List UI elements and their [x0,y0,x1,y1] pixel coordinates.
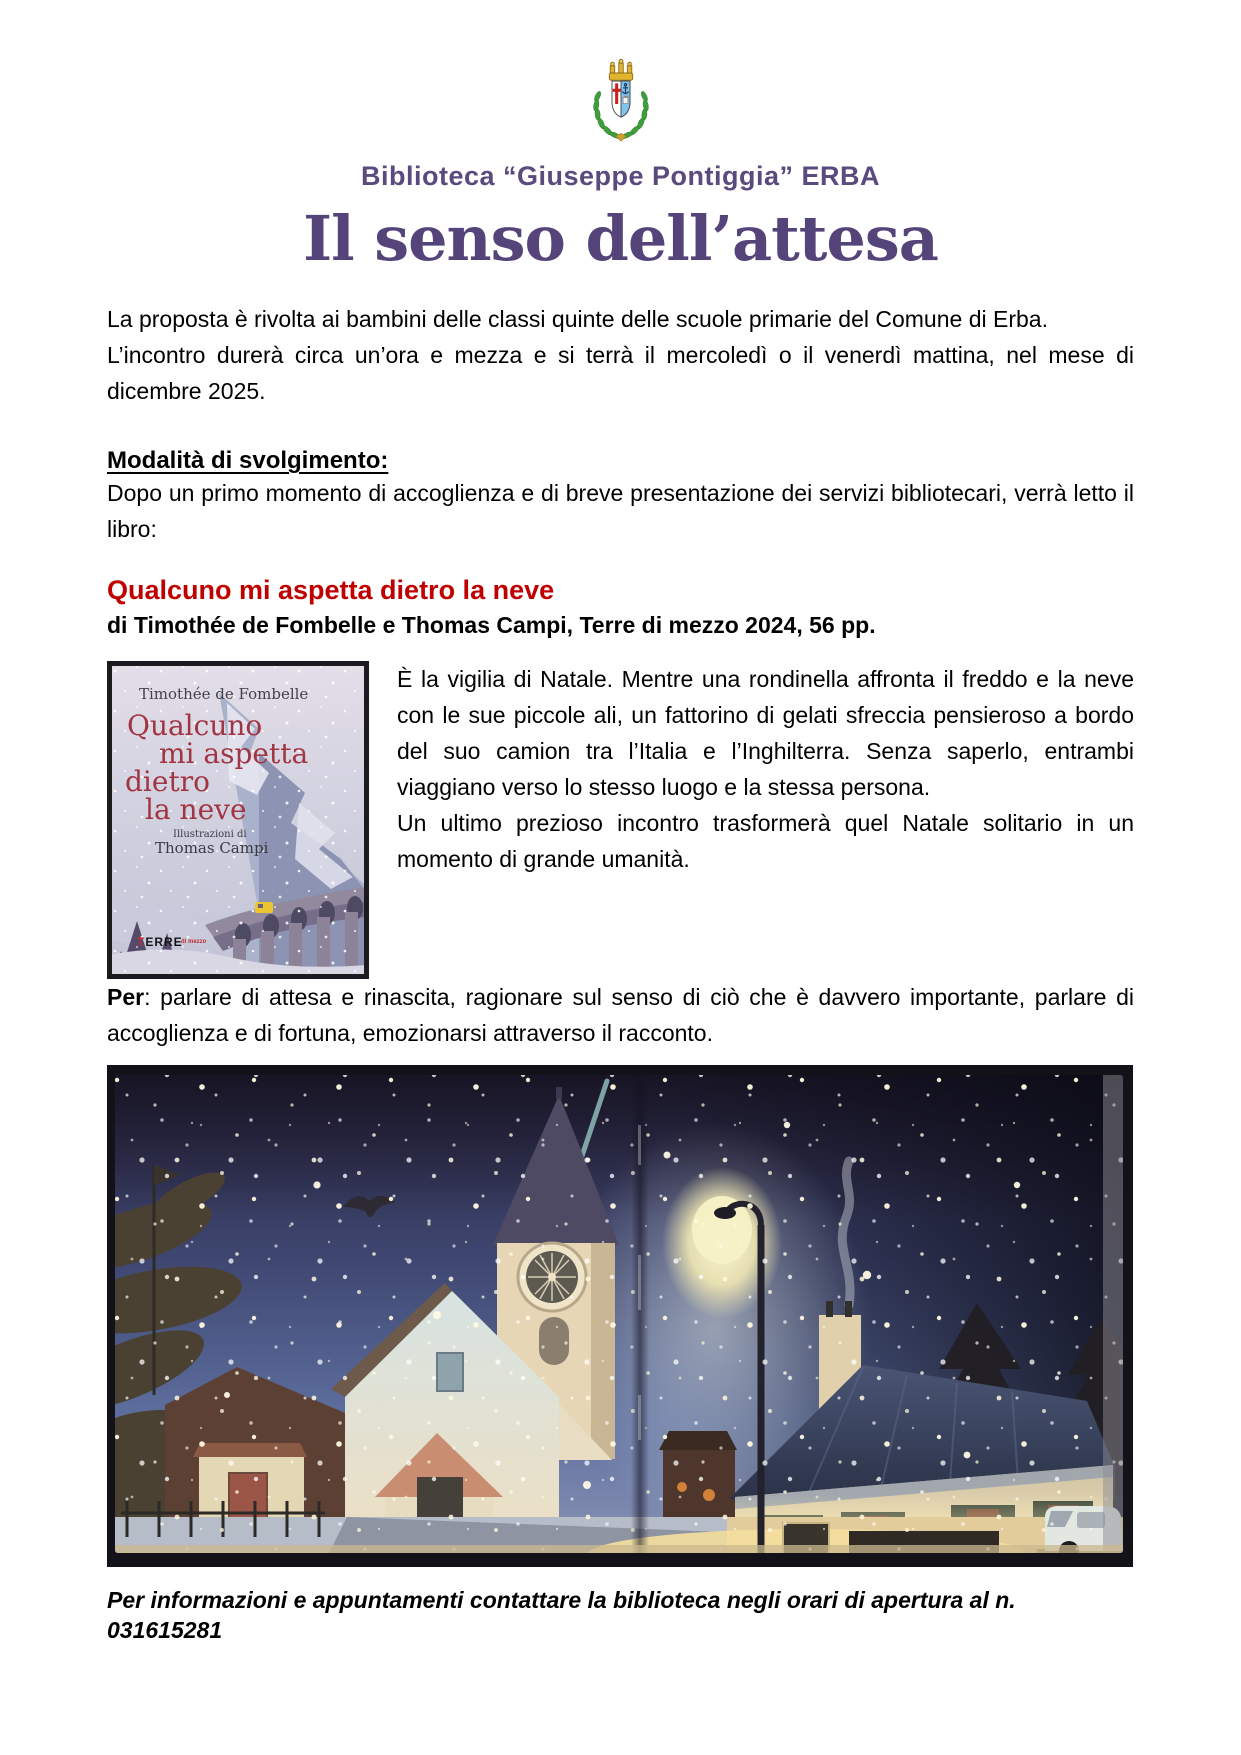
svg-text:mi aspetta: mi aspetta [159,737,309,770]
illustration-wrap [107,1065,1134,1567]
page-title: Il senso dell’attesa [303,202,938,275]
purpose-paragraph [107,979,1134,1051]
synopsis-paragraph-2: Un ultimo prezioso incontro trasformerà quel Natale solitario in un momento di grande umanità. [397,810,1134,872]
library-name: Biblioteca “Giuseppe Pontiggia” ERBA [360,161,881,191]
section-paragraph: Dopo un primo momento di accoglienza e di breve presentazione dei servizi bibliotecari, verrà letto il libro: [107,480,1134,542]
book-synopsis [397,661,1134,877]
page-edge [1103,1075,1123,1557]
shield [612,81,630,117]
synopsis-paragraph-1: È la vigilia di Natale. Mentre una rondinella affronta il freddo e la neve con le sue piccole ali, un fattorino di gelati sfreccia pensieroso a bordo del suo camion tra l’Italia e l’Inghilterra. Senza saperlo, entrambi viaggiano verso lo stesso luogo e la stessa persona. [397,666,1134,800]
cover-illustrator: Thomas Campi [155,839,269,857]
intro-paragraph-1: La proposta è rivolta ai bambini delle classi quinte delle scuole primarie del Comune di Erba. [107,306,1048,332]
intro-block [107,301,1134,409]
tower [623,96,629,104]
crown-icon [609,59,632,80]
winter-village-illustration [107,1065,1133,1567]
svg-text:dietro: dietro [125,765,210,798]
content-column [107,301,1134,1645]
book-title: Qualcuno mi aspetta dietro la neve [107,575,555,605]
book-cover-image [109,663,367,977]
cover-illustrator-label: Illustrazioni di [173,829,247,840]
section-heading-modalita: Modalità di svolgimento: [107,447,389,474]
book-row [107,661,1134,979]
svg-text:TERRE: TERRE [137,935,183,949]
footer-note: Per informazioni e appuntamenti contattare la biblioteca negli orari di apertura al n. 031615281 [107,1587,1016,1643]
svg-text:di mezzo: di mezzo [181,939,207,945]
header-logo-wrap [0,0,1241,153]
intro-paragraph-2: L’incontro durerà circa un’ora e mezza e si terrà il mercoledì o il venerdì mattina, nel mese di dicembre 2025. [107,342,1134,404]
cover-author: Timothée de Fombelle [139,685,309,703]
erba-coat-of-arms-logo [585,52,657,148]
purpose-text: : parlare di attesa e rinascita, ragionare sul senso di ciò che è davvero importante, parlare di accoglienza e di fortuna, emozionarsi attraverso il racconto. [107,984,1134,1046]
book-credits: di Timothée de Fombelle e Thomas Campi, Terre di mezzo 2024, 56 pp. [107,612,876,638]
svg-text:Qualcuno: Qualcuno [127,709,263,742]
svg-text:la neve: la neve [145,793,247,826]
book-cover-box [107,661,369,979]
purpose-label: Per [107,984,145,1010]
